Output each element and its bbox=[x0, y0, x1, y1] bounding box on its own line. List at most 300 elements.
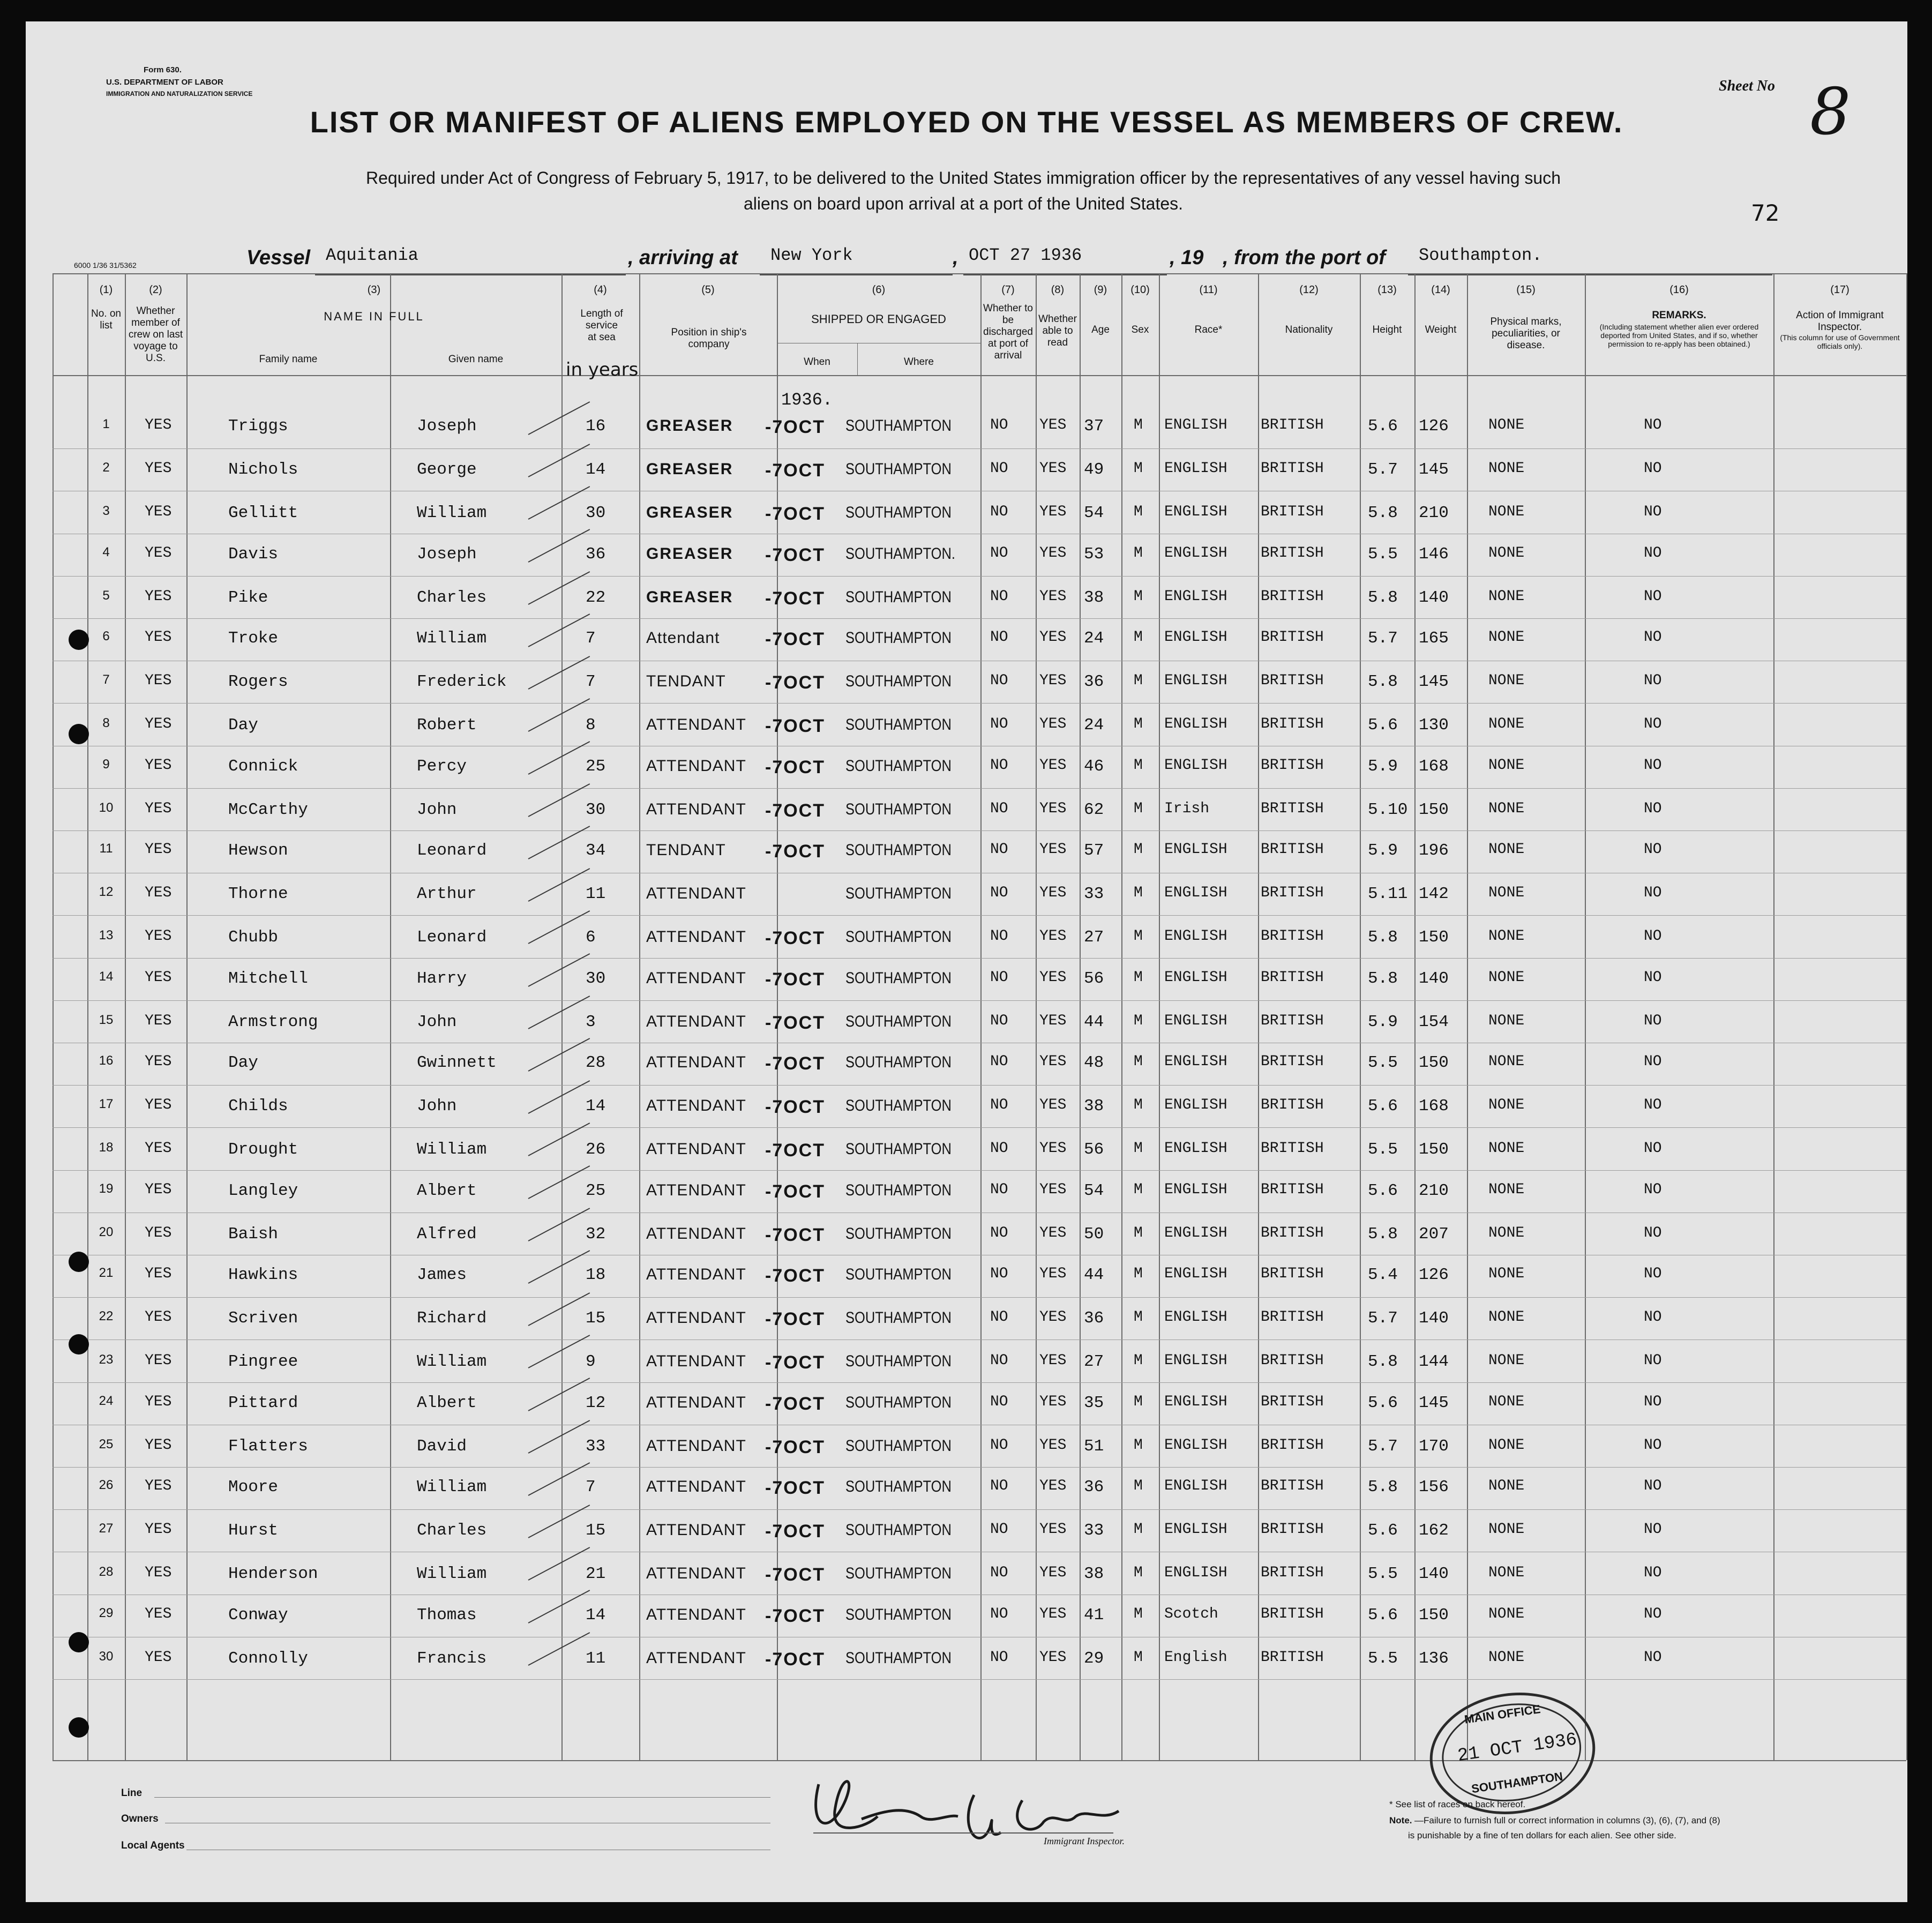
able-to-read-cell: YES bbox=[1039, 1478, 1067, 1494]
binder-hole bbox=[69, 1252, 89, 1272]
remarks-cell: NO bbox=[1644, 460, 1662, 477]
service-years-cell: 30 bbox=[586, 969, 606, 988]
shipped-when-cell: -7OCT bbox=[765, 588, 825, 609]
shipped-where-cell: SOUTHAMPTON bbox=[845, 1012, 952, 1030]
age-cell: 38 bbox=[1084, 588, 1104, 607]
weight-cell: 140 bbox=[1419, 1309, 1449, 1328]
column-rule bbox=[53, 273, 54, 1760]
service-years-cell: 7 bbox=[586, 629, 596, 648]
col-3-number: (3) bbox=[367, 284, 381, 296]
shipped-where-cell: SOUTHAMPTON bbox=[845, 757, 952, 775]
nationality-cell: BRITISH bbox=[1261, 841, 1324, 858]
row-rule bbox=[53, 958, 1906, 959]
arrival-date: OCT 27 1936 bbox=[969, 245, 1082, 265]
service-years-cell: 8 bbox=[586, 716, 596, 735]
remarks-cell: NO bbox=[1644, 800, 1662, 817]
sex-cell: M bbox=[1134, 928, 1143, 945]
row-number-cell: 10 bbox=[99, 800, 114, 815]
position-cell: ATTENDANT bbox=[646, 1012, 746, 1030]
row-rule bbox=[53, 1297, 1906, 1298]
age-cell: 49 bbox=[1084, 460, 1104, 480]
family-name-cell: Davis bbox=[228, 544, 279, 564]
position-cell: GREASER bbox=[646, 460, 733, 478]
family-name-cell: Connick bbox=[228, 757, 298, 776]
position-cell: ATTENDANT bbox=[646, 800, 746, 818]
age-cell: 38 bbox=[1084, 1565, 1104, 1584]
sex-cell: M bbox=[1134, 969, 1143, 986]
position-cell: ATTENDANT bbox=[646, 1053, 746, 1071]
age-cell: 41 bbox=[1084, 1605, 1104, 1625]
shipped-when-cell: -7OCT bbox=[765, 1053, 825, 1074]
col-16-number: (16) bbox=[1669, 284, 1689, 296]
service-years-cell: 28 bbox=[586, 1053, 606, 1072]
race-cell: ENGLISH bbox=[1164, 1181, 1227, 1198]
service-years-cell: 9 bbox=[586, 1352, 596, 1372]
col-16-header: REMARKS. bbox=[1652, 310, 1706, 321]
remarks-cell: NO bbox=[1644, 757, 1662, 774]
physical-marks-cell: NONE bbox=[1488, 1181, 1525, 1198]
shipped-where-cell: SOUTHAMPTON bbox=[845, 716, 952, 734]
race-cell: ENGLISH bbox=[1164, 841, 1227, 858]
row-number-cell: 30 bbox=[99, 1649, 114, 1664]
remarks-cell: NO bbox=[1644, 1352, 1662, 1370]
given-name-cell: William bbox=[417, 504, 487, 523]
sex-cell: M bbox=[1134, 1565, 1143, 1582]
shipped-where-cell: SOUTHAMPTON bbox=[845, 1140, 952, 1158]
height-cell: 5.6 bbox=[1368, 417, 1398, 436]
family-name-cell: McCarthy bbox=[228, 800, 308, 819]
able-to-read-cell: YES bbox=[1039, 504, 1067, 521]
physical-marks-cell: NONE bbox=[1488, 841, 1525, 858]
service-years-cell: 15 bbox=[586, 1309, 606, 1328]
footer-agents-label: Local Agents bbox=[121, 1840, 185, 1851]
shipped-where-cell: SOUTHAMPTON bbox=[845, 417, 952, 435]
service-years-cell: 14 bbox=[586, 1605, 606, 1625]
family-name-cell: Hewson bbox=[228, 841, 288, 860]
shipped-when-cell: -7OCT bbox=[765, 1393, 825, 1414]
weight-cell: 126 bbox=[1419, 1266, 1449, 1284]
race-cell: ENGLISH bbox=[1164, 672, 1227, 690]
service-years-cell: 11 bbox=[586, 885, 606, 904]
shipped-where-cell: SOUTHAMPTON bbox=[845, 1478, 952, 1495]
nationality-cell: BRITISH bbox=[1261, 885, 1324, 902]
shipped-where-cell: SOUTHAMPTON bbox=[845, 672, 952, 691]
weight-cell: 140 bbox=[1419, 969, 1449, 988]
service-years-cell: 14 bbox=[586, 460, 606, 480]
column-rule bbox=[561, 273, 563, 1760]
crew-last-voyage-cell: YES bbox=[145, 588, 172, 605]
family-name-cell: Pittard bbox=[228, 1393, 298, 1412]
col-6-header: SHIPPED OR ENGAGED bbox=[811, 312, 946, 326]
crew-last-voyage-cell: YES bbox=[145, 544, 172, 562]
arrival-port: New York bbox=[770, 245, 853, 265]
weight-cell: 150 bbox=[1419, 1140, 1449, 1159]
physical-marks-cell: NONE bbox=[1488, 800, 1525, 817]
physical-marks-cell: NONE bbox=[1488, 1521, 1525, 1538]
nationality-cell: BRITISH bbox=[1261, 928, 1324, 945]
able-to-read-cell: YES bbox=[1039, 928, 1067, 945]
sex-cell: M bbox=[1134, 504, 1143, 521]
row-rule bbox=[53, 448, 1906, 449]
family-name-cell: Langley bbox=[228, 1181, 298, 1200]
service-years-cell: 25 bbox=[586, 757, 606, 776]
able-to-read-cell: YES bbox=[1039, 885, 1067, 902]
discharged-at-arrival-cell: NO bbox=[990, 1097, 1008, 1114]
weight-cell: 150 bbox=[1419, 928, 1449, 947]
able-to-read-cell: YES bbox=[1039, 1565, 1067, 1582]
weight-cell: 146 bbox=[1419, 544, 1449, 564]
col-9-header: Age bbox=[1091, 324, 1110, 335]
nationality-cell: BRITISH bbox=[1261, 1140, 1324, 1157]
service-years-cell: 6 bbox=[586, 928, 596, 947]
race-cell: ENGLISH bbox=[1164, 1393, 1227, 1410]
remarks-cell: NO bbox=[1644, 504, 1662, 521]
col-15-number: (15) bbox=[1516, 284, 1536, 296]
able-to-read-cell: YES bbox=[1039, 1352, 1067, 1370]
crew-last-voyage-cell: YES bbox=[145, 969, 172, 986]
shipped-when-cell: -7OCT bbox=[765, 417, 825, 437]
race-cell: Scotch bbox=[1164, 1605, 1218, 1622]
age-cell: 29 bbox=[1084, 1649, 1104, 1668]
weight-cell: 156 bbox=[1419, 1478, 1449, 1497]
able-to-read-cell: YES bbox=[1039, 1140, 1067, 1157]
height-cell: 5.6 bbox=[1368, 1521, 1398, 1540]
race-cell: ENGLISH bbox=[1164, 1352, 1227, 1370]
position-cell: ATTENDANT bbox=[646, 1097, 746, 1115]
race-cell: ENGLISH bbox=[1164, 544, 1227, 562]
remarks-cell: NO bbox=[1644, 1266, 1662, 1282]
col-3a-header: Family name bbox=[259, 354, 318, 365]
age-cell: 38 bbox=[1084, 1097, 1104, 1116]
age-cell: 27 bbox=[1084, 1352, 1104, 1372]
column-rule bbox=[87, 273, 88, 1760]
manifest-subtitle bbox=[186, 165, 1740, 216]
nationality-cell: BRITISH bbox=[1261, 629, 1324, 646]
shipped-when-cell: -7OCT bbox=[765, 544, 825, 565]
port-underline bbox=[760, 274, 953, 275]
crew-last-voyage-cell: YES bbox=[145, 629, 172, 646]
shipped-when-cell: -7OCT bbox=[765, 1266, 825, 1286]
race-cell: ENGLISH bbox=[1164, 885, 1227, 902]
shipped-where-cell: SOUTHAMPTON bbox=[845, 841, 952, 859]
race-cell: ENGLISH bbox=[1164, 969, 1227, 986]
family-name-cell: Gellitt bbox=[228, 504, 298, 523]
given-name-cell: William bbox=[417, 1478, 487, 1497]
col-14-header: Weight bbox=[1425, 324, 1457, 335]
age-cell: 48 bbox=[1084, 1053, 1104, 1072]
row-rule bbox=[53, 1679, 1906, 1680]
nationality-cell: BRITISH bbox=[1261, 1181, 1324, 1198]
service-years-cell: 25 bbox=[586, 1181, 606, 1200]
given-name-cell: Leonard bbox=[417, 928, 487, 947]
row-number-cell: 13 bbox=[99, 928, 114, 943]
col-9-number: (9) bbox=[1094, 284, 1107, 296]
shipped-when-cell: -7OCT bbox=[765, 1565, 825, 1585]
crew-last-voyage-cell: YES bbox=[145, 1181, 172, 1198]
physical-marks-cell: NONE bbox=[1488, 1097, 1525, 1114]
able-to-read-cell: YES bbox=[1039, 417, 1067, 433]
weight-cell: 162 bbox=[1419, 1521, 1449, 1540]
height-cell: 5.5 bbox=[1368, 544, 1398, 564]
col-6a-header: When bbox=[804, 356, 830, 368]
weight-cell: 145 bbox=[1419, 672, 1449, 692]
table-top-rule bbox=[53, 273, 1906, 274]
height-cell: 5.6 bbox=[1368, 1097, 1398, 1116]
height-cell: 5.8 bbox=[1368, 504, 1398, 523]
manifest-sheet bbox=[26, 21, 1907, 1902]
physical-marks-cell: NONE bbox=[1488, 1309, 1525, 1326]
sex-cell: M bbox=[1134, 1605, 1143, 1622]
row-number-cell: 15 bbox=[99, 1012, 114, 1027]
remarks-cell: NO bbox=[1644, 716, 1662, 733]
race-cell: ENGLISH bbox=[1164, 1053, 1227, 1070]
given-name-cell: Richard bbox=[417, 1309, 487, 1328]
nationality-cell: BRITISH bbox=[1261, 800, 1324, 817]
discharged-at-arrival-cell: NO bbox=[990, 757, 1008, 774]
discharged-at-arrival-cell: NO bbox=[990, 1012, 1008, 1029]
sex-cell: M bbox=[1134, 716, 1143, 733]
height-cell: 5.10 bbox=[1368, 800, 1408, 819]
nationality-cell: BRITISH bbox=[1261, 544, 1324, 562]
age-cell: 50 bbox=[1084, 1224, 1104, 1244]
nationality-cell: BRITISH bbox=[1261, 1521, 1324, 1538]
sex-cell: M bbox=[1134, 757, 1143, 774]
row-number-cell: 23 bbox=[99, 1352, 114, 1367]
weight-cell: 144 bbox=[1419, 1352, 1449, 1372]
check-tick-mark bbox=[528, 401, 590, 435]
row-number-cell: 11 bbox=[99, 841, 113, 856]
physical-marks-cell: NONE bbox=[1488, 1140, 1525, 1157]
height-cell: 5.5 bbox=[1368, 1053, 1398, 1072]
physical-marks-cell: NONE bbox=[1488, 504, 1525, 521]
crew-last-voyage-cell: YES bbox=[145, 672, 172, 690]
family-name-cell: Childs bbox=[228, 1097, 288, 1116]
able-to-read-cell: YES bbox=[1039, 841, 1067, 858]
nationality-cell: BRITISH bbox=[1261, 1352, 1324, 1370]
able-to-read-cell: YES bbox=[1039, 1012, 1067, 1029]
sex-cell: M bbox=[1134, 1393, 1143, 1410]
binder-hole bbox=[69, 1632, 89, 1652]
col-16-note: (Including statement whether alien ever ordered deported from United States, and if so, whether permission to re-apply has been obtained.) bbox=[1599, 323, 1759, 348]
age-cell: 36 bbox=[1084, 1478, 1104, 1497]
physical-marks-cell: NONE bbox=[1488, 885, 1525, 902]
col-6b-header: Where bbox=[904, 356, 934, 368]
height-cell: 5.6 bbox=[1368, 716, 1398, 735]
row-number-cell: 22 bbox=[99, 1309, 114, 1324]
crew-last-voyage-cell: YES bbox=[145, 460, 172, 477]
physical-marks-cell: NONE bbox=[1488, 1352, 1525, 1370]
row-number-cell: 29 bbox=[99, 1605, 114, 1620]
discharged-at-arrival-cell: NO bbox=[990, 460, 1008, 477]
remarks-cell: NO bbox=[1644, 1605, 1662, 1622]
weight-cell: 142 bbox=[1419, 885, 1449, 904]
binder-hole bbox=[69, 630, 89, 650]
physical-marks-cell: NONE bbox=[1488, 672, 1525, 690]
height-cell: 5.5 bbox=[1368, 1140, 1398, 1159]
able-to-read-cell: YES bbox=[1039, 1436, 1067, 1454]
from-port-underline bbox=[1408, 274, 1772, 275]
family-name-cell: Conway bbox=[228, 1605, 288, 1625]
position-cell: ATTENDANT bbox=[646, 1521, 746, 1539]
shipped-when-cell: -7OCT bbox=[765, 800, 825, 821]
height-cell: 5.7 bbox=[1368, 629, 1398, 648]
family-name-cell: Thorne bbox=[228, 885, 288, 904]
able-to-read-cell: YES bbox=[1039, 1649, 1067, 1666]
row-rule bbox=[53, 1127, 1906, 1128]
age-cell: 51 bbox=[1084, 1436, 1104, 1456]
nationality-cell: BRITISH bbox=[1261, 460, 1324, 477]
given-name-cell: Leonard bbox=[417, 841, 487, 860]
sheet-number: 8 bbox=[1810, 75, 1851, 149]
col-10-header: Sex bbox=[1131, 324, 1149, 335]
discharged-at-arrival-cell: NO bbox=[990, 1309, 1008, 1326]
crew-last-voyage-cell: YES bbox=[145, 1012, 172, 1029]
shipped-where-cell: SOUTHAMPTON bbox=[845, 1309, 952, 1327]
given-name-cell: William bbox=[417, 1140, 487, 1159]
age-cell: 37 bbox=[1084, 417, 1104, 436]
height-cell: 5.5 bbox=[1368, 1565, 1398, 1584]
col-10-number: (10) bbox=[1130, 284, 1150, 296]
physical-marks-cell: NONE bbox=[1488, 969, 1525, 986]
position-cell: ATTENDANT bbox=[646, 1436, 746, 1455]
age-cell: 62 bbox=[1084, 800, 1104, 819]
height-cell: 5.8 bbox=[1368, 672, 1398, 692]
physical-marks-cell: NONE bbox=[1488, 1605, 1525, 1622]
shipped-where-cell: SOUTHAMPTON bbox=[845, 928, 952, 946]
col-17-header: Action of Immigrant Inspector. bbox=[1796, 310, 1884, 333]
col-12-header: Nationality bbox=[1285, 324, 1333, 335]
col-5-header: Position in ship's company bbox=[671, 327, 747, 350]
age-cell: 33 bbox=[1084, 885, 1104, 904]
race-cell: ENGLISH bbox=[1164, 1436, 1227, 1454]
given-name-cell: John bbox=[417, 1012, 457, 1031]
subtitle-line-2: aliens on board upon arrival at a port of the United States. bbox=[743, 194, 1184, 213]
crew-last-voyage-cell: YES bbox=[145, 800, 172, 817]
position-cell: TENDANT bbox=[646, 841, 726, 859]
remarks-cell: NO bbox=[1644, 1393, 1662, 1410]
given-name-cell: David bbox=[417, 1436, 467, 1456]
height-cell: 5.9 bbox=[1368, 757, 1398, 776]
sex-cell: M bbox=[1134, 1012, 1143, 1029]
able-to-read-cell: YES bbox=[1039, 1097, 1067, 1114]
row-rule bbox=[53, 703, 1906, 704]
sex-cell: M bbox=[1134, 1224, 1143, 1241]
column-rule bbox=[1080, 273, 1081, 1760]
sheet-label: Sheet No bbox=[1719, 78, 1775, 94]
able-to-read-cell: YES bbox=[1039, 629, 1067, 646]
sex-cell: M bbox=[1134, 841, 1143, 858]
position-cell: ATTENDANT bbox=[646, 1181, 746, 1199]
family-name-cell: Chubb bbox=[228, 928, 279, 947]
row-number-cell: 16 bbox=[99, 1053, 114, 1068]
family-name-cell: Hawkins bbox=[228, 1266, 298, 1284]
shipped-where-cell: SOUTHAMPTON bbox=[845, 588, 952, 606]
binder-hole bbox=[69, 724, 89, 744]
col-13-number: (13) bbox=[1377, 284, 1397, 296]
able-to-read-cell: YES bbox=[1039, 1224, 1067, 1241]
col-14-number: (14) bbox=[1431, 284, 1450, 296]
service-years-cell: 18 bbox=[586, 1266, 606, 1284]
shipped-where-cell: SOUTHAMPTON bbox=[845, 504, 952, 522]
given-name-cell: John bbox=[417, 1097, 457, 1116]
crew-last-voyage-cell: YES bbox=[145, 1565, 172, 1582]
sex-cell: M bbox=[1134, 885, 1143, 902]
column-rule bbox=[186, 273, 188, 1760]
height-cell: 5.4 bbox=[1368, 1266, 1398, 1284]
height-cell: 5.7 bbox=[1368, 1309, 1398, 1328]
sex-cell: M bbox=[1134, 460, 1143, 477]
remarks-cell: NO bbox=[1644, 588, 1662, 605]
footer-line-label: Line bbox=[121, 1787, 143, 1799]
col-15-header: Physical marks, peculiarities, or disease. bbox=[1490, 316, 1562, 351]
sex-cell: M bbox=[1134, 629, 1143, 646]
sex-cell: M bbox=[1134, 1053, 1143, 1070]
height-cell: 5.9 bbox=[1368, 841, 1398, 860]
height-cell: 5.6 bbox=[1368, 1605, 1398, 1625]
nationality-cell: BRITISH bbox=[1261, 969, 1324, 986]
age-cell: 54 bbox=[1084, 1181, 1104, 1200]
row-number-cell: 2 bbox=[102, 460, 110, 475]
crew-last-voyage-cell: YES bbox=[145, 1393, 172, 1410]
shipped-where-cell: SOUTHAMPTON bbox=[845, 969, 952, 987]
nationality-cell: BRITISH bbox=[1261, 1012, 1324, 1029]
remarks-cell: NO bbox=[1644, 928, 1662, 945]
shipped-where-cell: SOUTHAMPTON bbox=[845, 1565, 952, 1583]
physical-marks-cell: NONE bbox=[1488, 417, 1525, 433]
able-to-read-cell: YES bbox=[1039, 757, 1067, 774]
shipped-when-cell: -7OCT bbox=[765, 1097, 825, 1118]
age-cell: 24 bbox=[1084, 716, 1104, 735]
form-number: Form 630. bbox=[144, 65, 182, 74]
nationality-cell: BRITISH bbox=[1261, 1097, 1324, 1114]
crew-last-voyage-cell: YES bbox=[145, 757, 172, 774]
position-cell: ATTENDANT bbox=[646, 1605, 746, 1623]
discharged-at-arrival-cell: NO bbox=[990, 928, 1008, 945]
race-cell: ENGLISH bbox=[1164, 1478, 1227, 1494]
age-cell: 24 bbox=[1084, 629, 1104, 648]
family-name-cell: Drought bbox=[228, 1140, 298, 1159]
service-years-cell: 15 bbox=[586, 1521, 606, 1540]
shipped-when-cell: -7OCT bbox=[765, 1436, 825, 1457]
service-years-cell: 7 bbox=[586, 672, 596, 692]
col-3b-header: Given name bbox=[448, 354, 504, 365]
column-rule bbox=[1121, 273, 1122, 1760]
weight-cell: 140 bbox=[1419, 588, 1449, 607]
height-cell: 5.7 bbox=[1368, 1436, 1398, 1456]
remarks-cell: NO bbox=[1644, 1224, 1662, 1241]
family-name-cell: Day bbox=[228, 1053, 258, 1072]
position-cell: ATTENDANT bbox=[646, 1478, 746, 1495]
discharged-at-arrival-cell: NO bbox=[990, 1521, 1008, 1538]
given-name-cell: Gwinnett bbox=[417, 1053, 497, 1072]
height-cell: 5.9 bbox=[1368, 1012, 1398, 1031]
col-3-header: NAME IN FULL bbox=[324, 310, 424, 323]
position-cell: ATTENDANT bbox=[646, 757, 746, 775]
column-rule bbox=[980, 273, 982, 1760]
remarks-cell: NO bbox=[1644, 1053, 1662, 1070]
height-cell: 5.8 bbox=[1368, 1352, 1398, 1372]
position-cell: GREASER bbox=[646, 504, 733, 522]
shipped-where-cell: SOUTHAMPTON bbox=[845, 1649, 952, 1667]
signature-rule bbox=[813, 1832, 1113, 1834]
row-number-cell: 6 bbox=[102, 629, 110, 644]
crew-last-voyage-cell: YES bbox=[145, 1097, 172, 1114]
given-name-cell: Robert bbox=[417, 716, 477, 735]
age-cell: 56 bbox=[1084, 969, 1104, 988]
position-cell: ATTENDANT bbox=[646, 885, 746, 903]
physical-marks-cell: NONE bbox=[1488, 1012, 1525, 1029]
nationality-cell: BRITISH bbox=[1261, 1478, 1324, 1494]
